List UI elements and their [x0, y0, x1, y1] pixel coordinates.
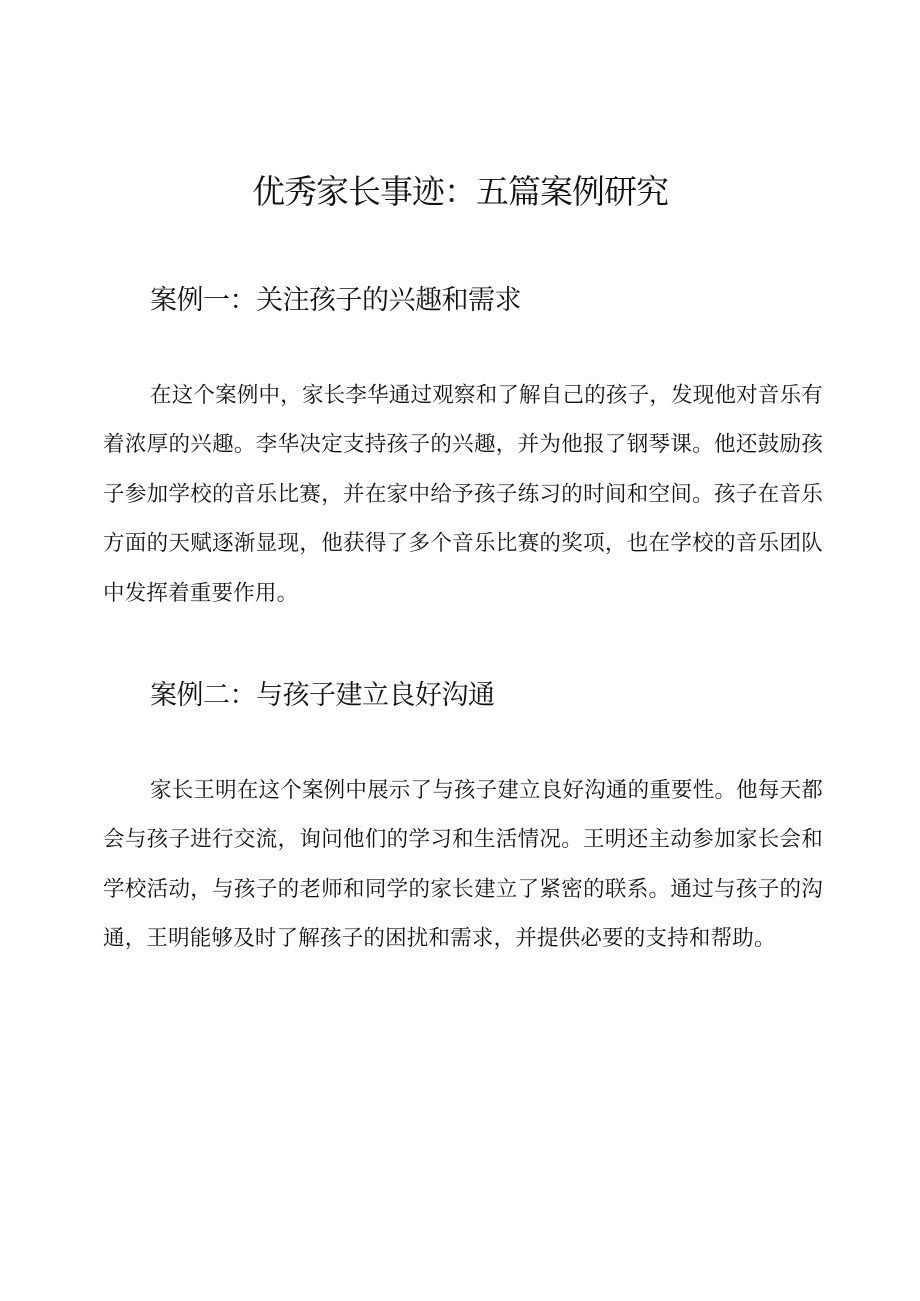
case-2-paragraph: 家长王明在这个案例中展示了与孩子建立良好沟通的重要性。他每天都会与孩子进行交流，询问他们的学习和生活情况。王明还主动参加家长会和学校活动，与孩子的老师和同学的家长建立了紧密的联系。通过与孩子的沟通，王明能够及时了解孩子的困扰和需求，并提供必要的支持和帮助。: [103, 778, 823, 952]
document-title: 优秀家长事迹：五篇案例研究: [252, 172, 668, 211]
case-1-heading: 案例一：关注孩子的兴趣和需求: [150, 285, 521, 316]
case-2-heading: 案例二：与孩子建立良好沟通: [150, 680, 495, 711]
case-1-paragraph: 在这个案例中，家长李华通过观察和了解自己的孩子，发现他对音乐有着浓厚的兴趣。李华决定支持孩子的兴趣，并为他报了钢琴课。他还鼓励孩子参加学校的音乐比赛，并在家中给予孩子练习的时间和空间。孩子在音乐方面的天赋逐渐显现，他获得了多个音乐比赛的奖项，也在学校的音乐团队中发挥着重要作用。: [103, 383, 823, 606]
